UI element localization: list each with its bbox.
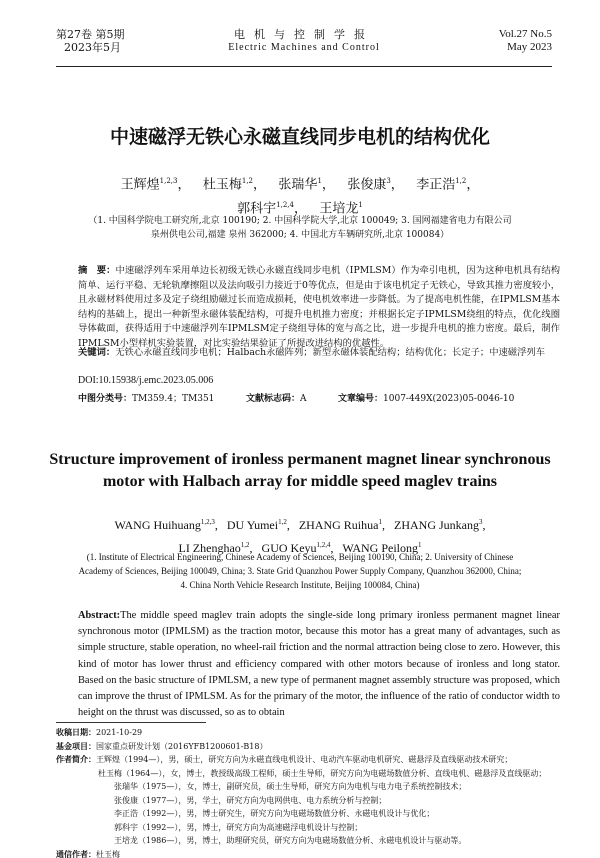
journal-name-en: Electric Machines and Control	[228, 42, 380, 53]
header-center	[56, 28, 552, 54]
author-cn: 杜玉梅	[202, 177, 242, 193]
abstract-en	[78, 608, 560, 721]
abstract-cn-text: 中速磁浮列车采用单边长初级无铁心永磁直线同步电机（IPMLSM）作为牵引电机，因为这种电机具有结构简单、运行平稳、无轮轨摩擦阻以及法向吸引力接近于0等优点，但是由于该电机定子无铁心，导致其推力密度较小，且永磁材料使用过多及定子绕组励磁过长而造成损耗，使电机效率进一步降低。为了提高电机性能，在IPMLSM基本结构的基础上，提出一种新型永磁体装配结构，可提升电机推力密度；并根据长定子IPMLSM绕组的特点，优化线圈导体截面，获得适用于中速磁浮列车IPMLSM定子绕组导体的宽与高之比，进一步提升电机的推力密度。最后，制作IPMLSM小型样机实验装置，对比实验结果验证了所提改进结构的优越性。	[78, 265, 560, 349]
header-right	[499, 28, 552, 54]
author-cn: 郭科宇	[237, 201, 277, 217]
received-label: 收稿日期：	[56, 728, 96, 737]
author-en: LI Zhenghao	[178, 541, 241, 555]
keywords-cn-text: 无铁心永磁直线同步电机；Halbach永磁阵列；新型永磁体装配结构；结构优化；长定子；中速磁浮列车	[115, 347, 545, 358]
article-no-label: 文章编号：	[338, 394, 384, 404]
affiliation-line: (1. Institute of Electrical Engineering, Chinese Academy of Sciences, Beijing 100190, China; 2. University of Chinese	[86, 552, 514, 562]
author-sup: 1,2,3	[159, 177, 178, 185]
author-en: WANG Huihuang	[114, 518, 201, 532]
doi: DOI:10.15938/j.emc.2023.05.006	[78, 375, 214, 386]
title-cn: 中速磁浮无铁心永磁直线同步电机的结构优化	[109, 126, 490, 148]
article-number	[338, 391, 514, 404]
author-sup: 1,2	[455, 177, 467, 185]
affiliation-line: （1. 中国科学院电工研究所,北京 100190; 2. 中国科学院大学,北京 100049; 3. 国网福建省电力有限公司	[88, 216, 512, 226]
author-sup: 3	[386, 177, 391, 185]
clc-number	[78, 391, 214, 404]
author-en: DU Yumei	[226, 518, 279, 532]
abstract-cn	[78, 264, 560, 352]
title-en-line: Structure improvement of ironless permanent magnet linear synchronous	[49, 451, 551, 468]
abstract-en-text: The middle speed maglev train adopts the single-side long primary ironless permanent magnet linear synchronous motor (IPMLSM) as the traction motor, because this motor has a great many of advantages, such as simple structure, stable operation, no wheel-rail friction and the normal attraction being close to zero. However, this kind of motor has lower thrust and efficiency compared with other motors because of ironless and long stator. Based on the basic structure of IPMLSM, a new type of permanent magnet assembly structure was proposed, which can improve the thrust of IPMLSM. As for the primary of the motor, the influence of the ratio of conductor width to height on the thrust was discussed, so as to obtain	[78, 610, 561, 719]
affiliation-line: 4. China North Vehicle Research Institute, Beijing 100084, China)	[180, 580, 420, 590]
author-sup: 1,2	[240, 541, 250, 549]
author-sup: 1	[358, 201, 363, 210]
header-divider	[56, 66, 552, 67]
author-sup: 1,2	[278, 518, 287, 526]
corresponding-author	[56, 848, 560, 858]
journal-name-cn: 电机与控制学报	[234, 28, 374, 41]
author-bio: 张俊康（1977—），男，学士，研究方向为电网供电、电力系统分析与控制；	[114, 795, 387, 805]
abstract-en-label: Abstract:	[78, 610, 121, 621]
received-date	[56, 726, 560, 740]
author-en: WANG Peilong	[342, 541, 419, 555]
title-en	[40, 449, 560, 493]
keywords-cn	[78, 346, 560, 361]
author-bio: 张瑞华（1975—），女，博士，副研究员，硕士生导师，研究方向为电机与电力电子系统控制技术；	[114, 782, 467, 791]
doc-code-value: A	[300, 394, 307, 404]
abstract-cn-label: 摘 要：	[78, 265, 116, 276]
clc-label: 中图分类号：	[78, 394, 133, 404]
volume-issue-en: Vol.27 No.5	[498, 28, 552, 40]
author-cn: 李正浩	[416, 177, 456, 193]
author-cn: 张瑞华	[278, 177, 318, 193]
affiliation-line: 泉州供电公司,福建 泉州 362000; 4. 中国北方车辆研究所,北京 100084）	[150, 230, 450, 240]
bio-label: 作者简介：	[56, 755, 96, 764]
date-cn: 2023年5月	[64, 41, 121, 54]
affiliation-line: Academy of Sciences, Beijing 100049, China; 3. State Grid Quanzhou Power Supply Company, Quanzhou 362000, China;	[78, 566, 522, 576]
received-value: 2021-10-29	[96, 728, 143, 737]
keywords-cn-label: 关键词：	[78, 347, 116, 358]
volume-issue-cn: 第27卷 第5期	[56, 28, 125, 41]
author-bio	[56, 753, 560, 767]
author-cn: 张俊康	[347, 177, 387, 193]
date-en: May 2023	[507, 41, 552, 53]
article-no-value: 1007-449X(2023)05-0046-10	[383, 394, 515, 404]
doc-code-label: 文献标志码：	[246, 394, 301, 404]
footnote-divider	[56, 722, 206, 723]
author-bio: 王培龙（1986—），男，博士，助理研究员，研究方向为电磁场数值分析、永磁电机设计与驱动等。	[114, 836, 467, 845]
corr-label: 通信作者：	[56, 849, 96, 858]
author-bio: 李正浩（1992—），男，博士研究生，研究方向为电磁场数值分析、永磁电机设计与优化；	[114, 809, 435, 818]
author-cn: 王培龙	[319, 201, 359, 217]
author-bio: 郭科宇（1992—），男，博士，研究方向为高速磁浮电机设计与控制；	[114, 822, 363, 832]
fund-value: 国家重点研发计划（2016YFB1200601-B18）	[96, 741, 268, 751]
affiliations-cn	[60, 214, 540, 242]
author-sup: 1,2,4	[276, 201, 294, 210]
author-en: GUO Keyu	[261, 541, 317, 555]
fund-label: 基金项目：	[56, 741, 96, 751]
authors-cn: 王辉煌$^{1,2,3}$， 杜玉梅$^{1,2}$， 张瑞华$^1$， 张俊康$^3$， 李正浩$^{1,2}$， 郭科宇$^{1,2,4}$， 王培龙$^1$	[120, 177, 480, 217]
footnotes	[56, 726, 560, 858]
author-sup: 1	[378, 518, 382, 526]
author-sup: 1	[317, 177, 322, 185]
author-sup: 1,2,4	[316, 541, 331, 549]
title-en-line: motor with Halbach array for middle speed maglev trains	[102, 473, 498, 490]
document-code	[246, 391, 307, 404]
author-sup: 3	[478, 518, 483, 526]
author-en: ZHANG Ruihua	[298, 518, 379, 532]
clc-value: TM359.4；TM351	[132, 394, 215, 404]
bio-text: 王辉煌（1994—），男，硕士，研究方向为永磁直线电机设计、电动汽车驱动电机研究、磁悬浮及直线驱动技术研究；	[96, 755, 513, 764]
author-cn: 王辉煌	[120, 177, 160, 193]
authors-en: WANG Huihuang$^{1,2,3}$, DU Yumei$^{1,2}$, ZHANG Ruihua$^1$, ZHANG Junkang$^3$, LI Zhenghao$^{1,2}$, GUO Keyu$^{1,2,4}$, WANG Peilong$^1$	[114, 518, 486, 555]
author-sup: 1,2	[241, 177, 254, 185]
affiliations-en	[60, 550, 540, 592]
author-bio: 杜玉梅（1964—），女，博士，教授级高级工程师，硕士生导师，研究方向为电磁场数值分析、直线电机、磁悬浮及直线驱动；	[98, 768, 547, 778]
author-sup: 1,2,3	[200, 518, 215, 526]
author-en: ZHANG Junkang	[393, 518, 479, 532]
running-header	[56, 28, 552, 64]
author-sup: 1	[418, 541, 422, 549]
corr-value: 杜玉梅	[96, 849, 120, 858]
fund	[56, 740, 560, 754]
